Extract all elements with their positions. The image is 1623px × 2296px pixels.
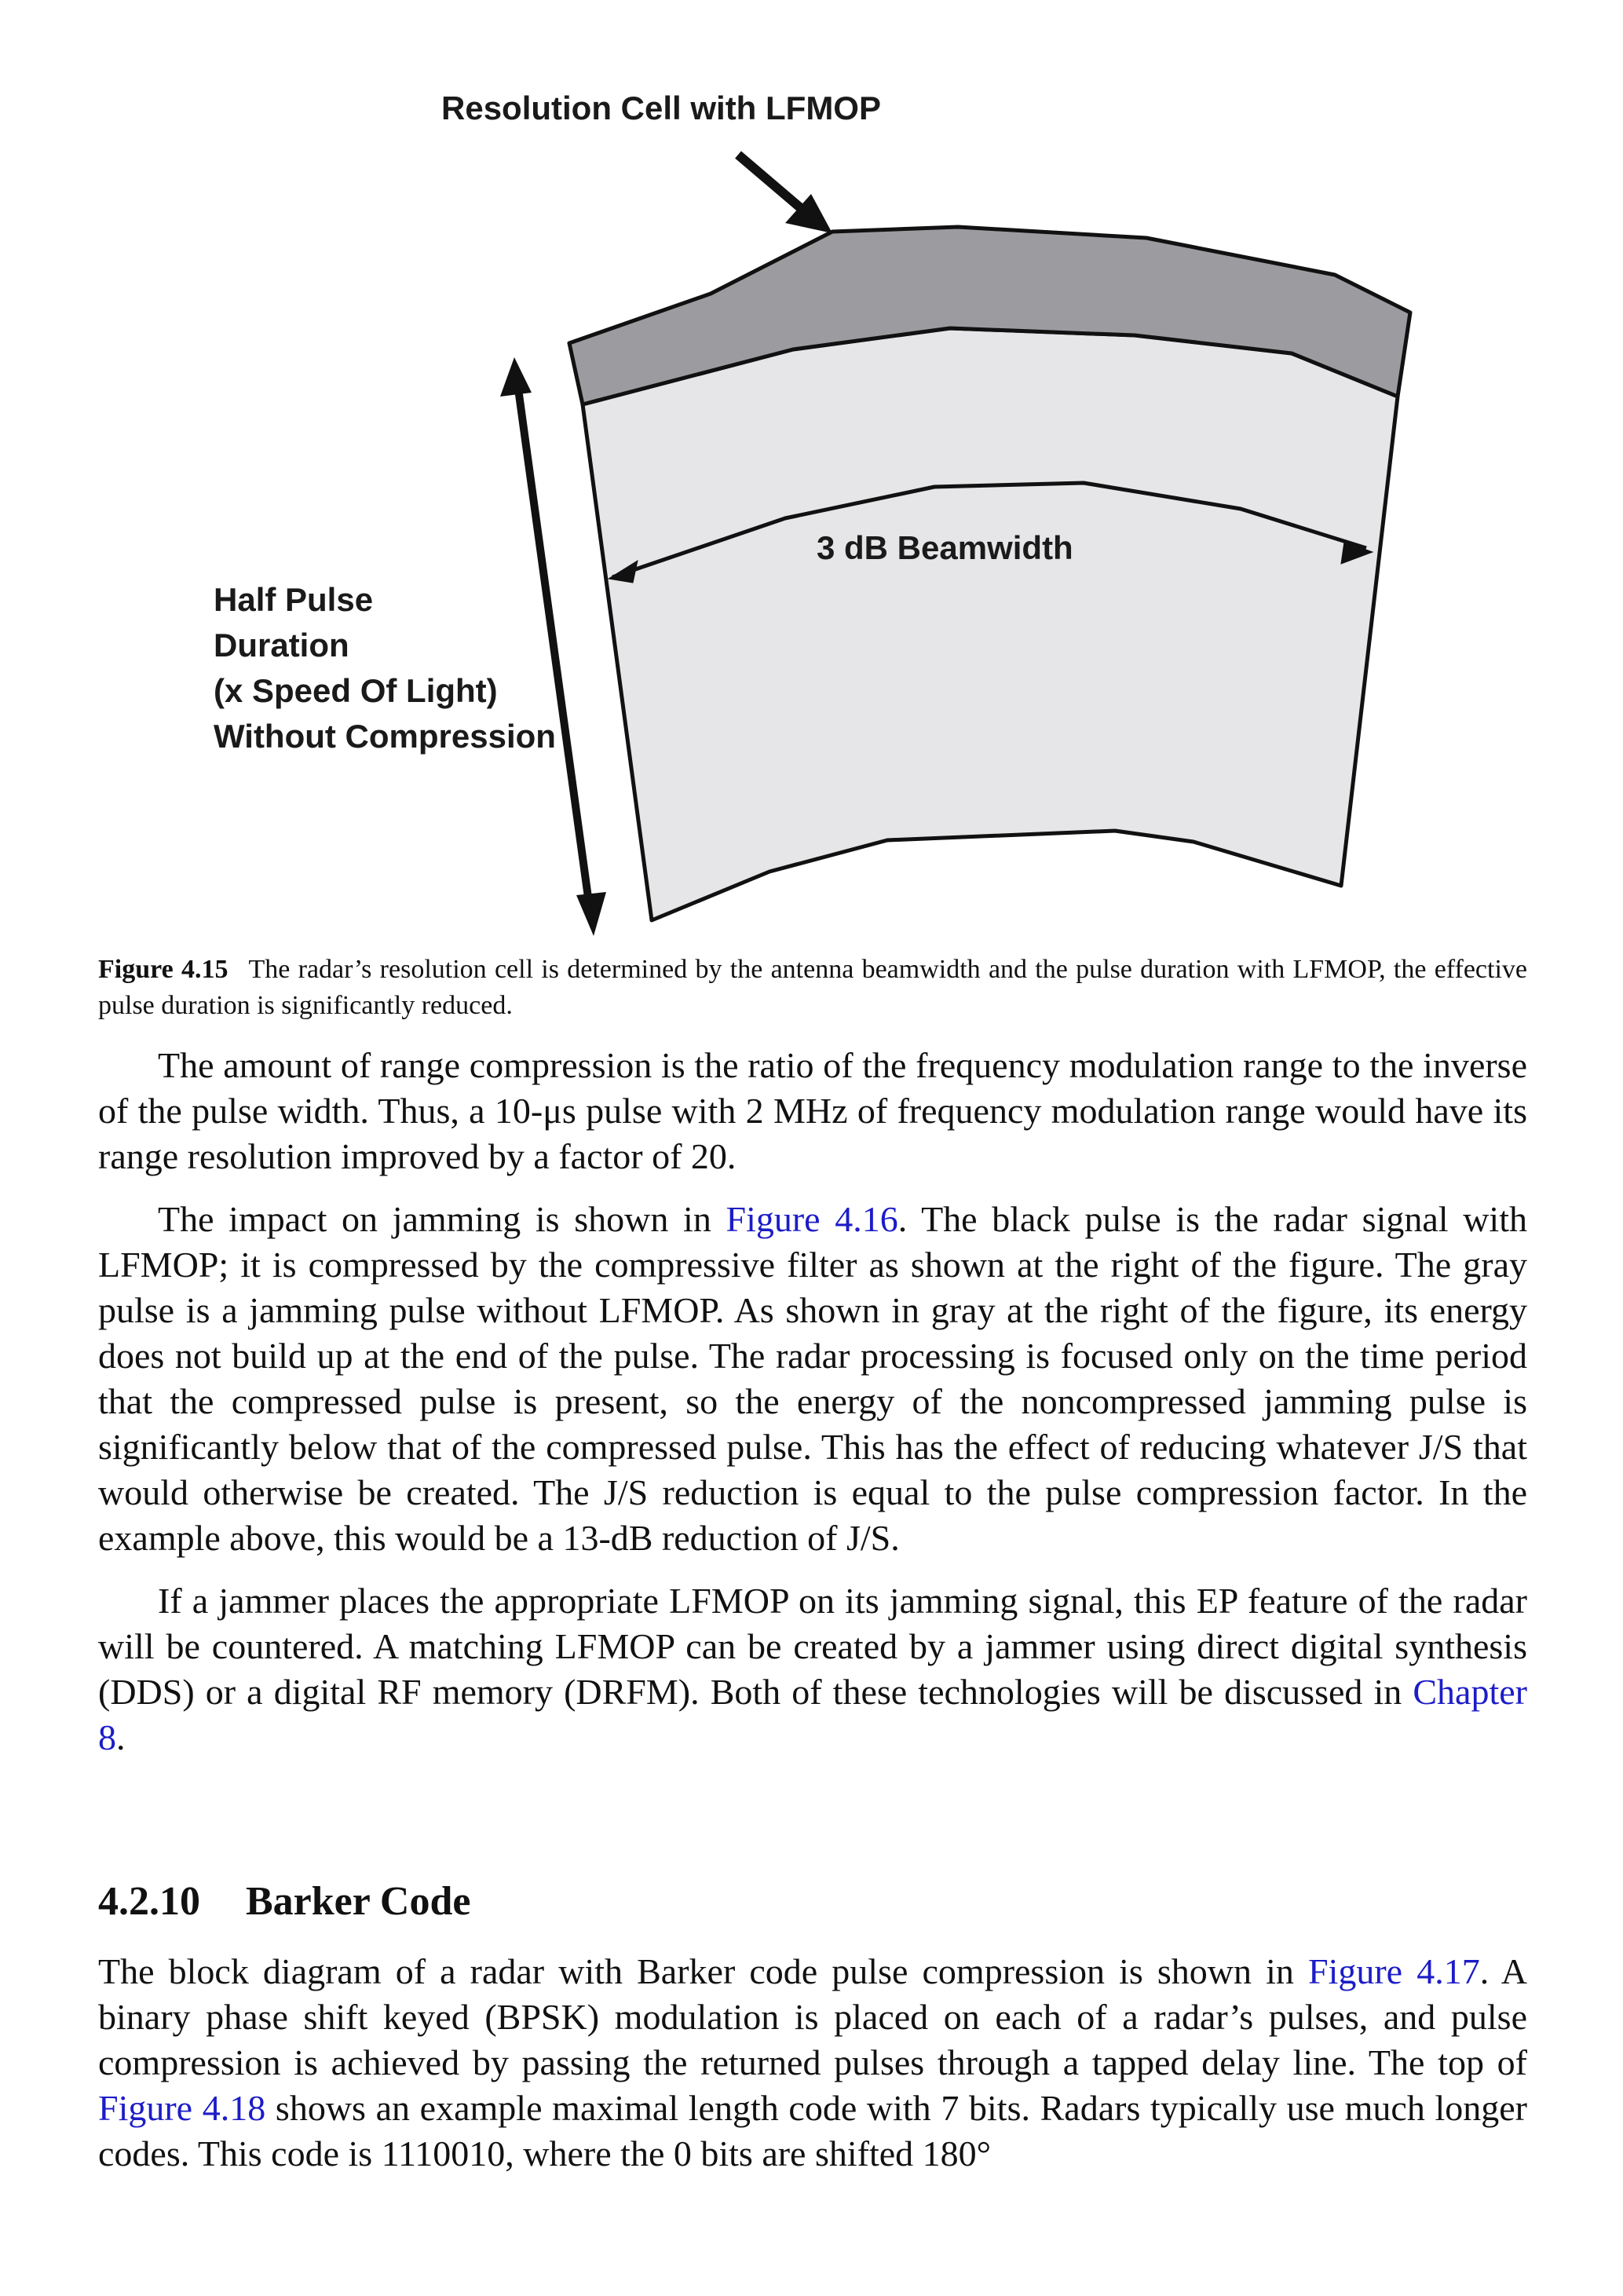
section-title: Barker Code bbox=[246, 1879, 471, 1924]
label-half-pulse-2: Duration bbox=[214, 627, 349, 664]
section-number: 4.2.10 bbox=[98, 1879, 200, 1924]
label-resolution-cell: Resolution Cell with LFMOP bbox=[441, 90, 881, 126]
paragraph-3: If a jammer places the appropriate LFMOP on its jamming signal, this EP feature of the radar will be countered. A matching LFMOP can be created by a jammer using direct digital synthesis (DDS) or a digital RF memory (DRFM). Both of these technologies will be discussed in Chapter 8. bbox=[98, 1581, 1527, 1757]
resolution-cell-diagram bbox=[0, 0, 1623, 958]
paragraph-1: The amount of range compression is the ratio of the frequency modulation range to the inverse of the pulse width. Thus, a 10-μs pulse with 2 MHz of frequency modulation range would have its range resolution improved by a factor of 20. bbox=[98, 1045, 1527, 1176]
caption-label: Figure 4.15 bbox=[98, 955, 228, 984]
section-body bbox=[98, 1949, 1527, 2194]
body-text bbox=[98, 1043, 1527, 1778]
caption-text: The radar’s resolution cell is determined by the antenna beamwidth and the pulse duration with LFMOP, the effective pulse duration is significantly reduced. bbox=[98, 955, 1527, 1020]
label-half-pulse-3: (x Speed Of Light) bbox=[214, 672, 498, 709]
label-half-pulse-4: Without Compression bbox=[214, 718, 556, 755]
resolution-cell-body bbox=[583, 328, 1398, 920]
link-figure-4-18[interactable]: Figure 4.18 bbox=[98, 2088, 266, 2128]
paragraph-2: The impact on jamming is shown in Figure 4.16. The black pulse is the radar signal with LFMOP; it is compressed by the compressive filter as shown at the right of the figure. The gray pulse is a jamming pulse without LFMOP. As shown in gray at the right of the figure, its energy does not build up at the end of the pulse. The radar processing is focused only on the time period that the compressed pulse is present, so the energy of the noncompressed jamming pulse is significantly below that of the compressed pulse. This has the effect of reducing whatever J/S that would otherwise be created. The J/S reduction is equal to the pulse compression factor. In the example above, this would be a 13-dB reduction of J/S. bbox=[98, 1199, 1527, 1558]
label-half-pulse-1: Half Pulse bbox=[214, 581, 374, 618]
link-figure-4-16[interactable]: Figure 4.16 bbox=[726, 1199, 898, 1239]
label-beamwidth: 3 dB Beamwidth bbox=[817, 529, 1073, 566]
link-figure-4-17[interactable]: Figure 4.17 bbox=[1308, 1951, 1480, 1991]
section-heading bbox=[98, 1878, 470, 1925]
section-paragraph-1: The block diagram of a radar with Barker code pulse compression is shown in Figure 4.17. A binary phase shift keyed (BPSK) modulation is placed on each of a radar’s pulses, and pulse compression is achieved by passing the returned pulses through a tapped delay line. The top of Figure 4.18 shows an example maximal length code with 7 bits. Radars typically use much longer codes. This code is 1110010, where the 0 bits are shifted 180° bbox=[98, 1951, 1527, 2174]
figure-caption bbox=[98, 952, 1527, 1024]
link-chapter-8[interactable]: Chapter 8 bbox=[98, 1672, 1527, 1757]
pointer-arrow bbox=[738, 155, 832, 233]
figure-4-15 bbox=[0, 0, 1623, 958]
